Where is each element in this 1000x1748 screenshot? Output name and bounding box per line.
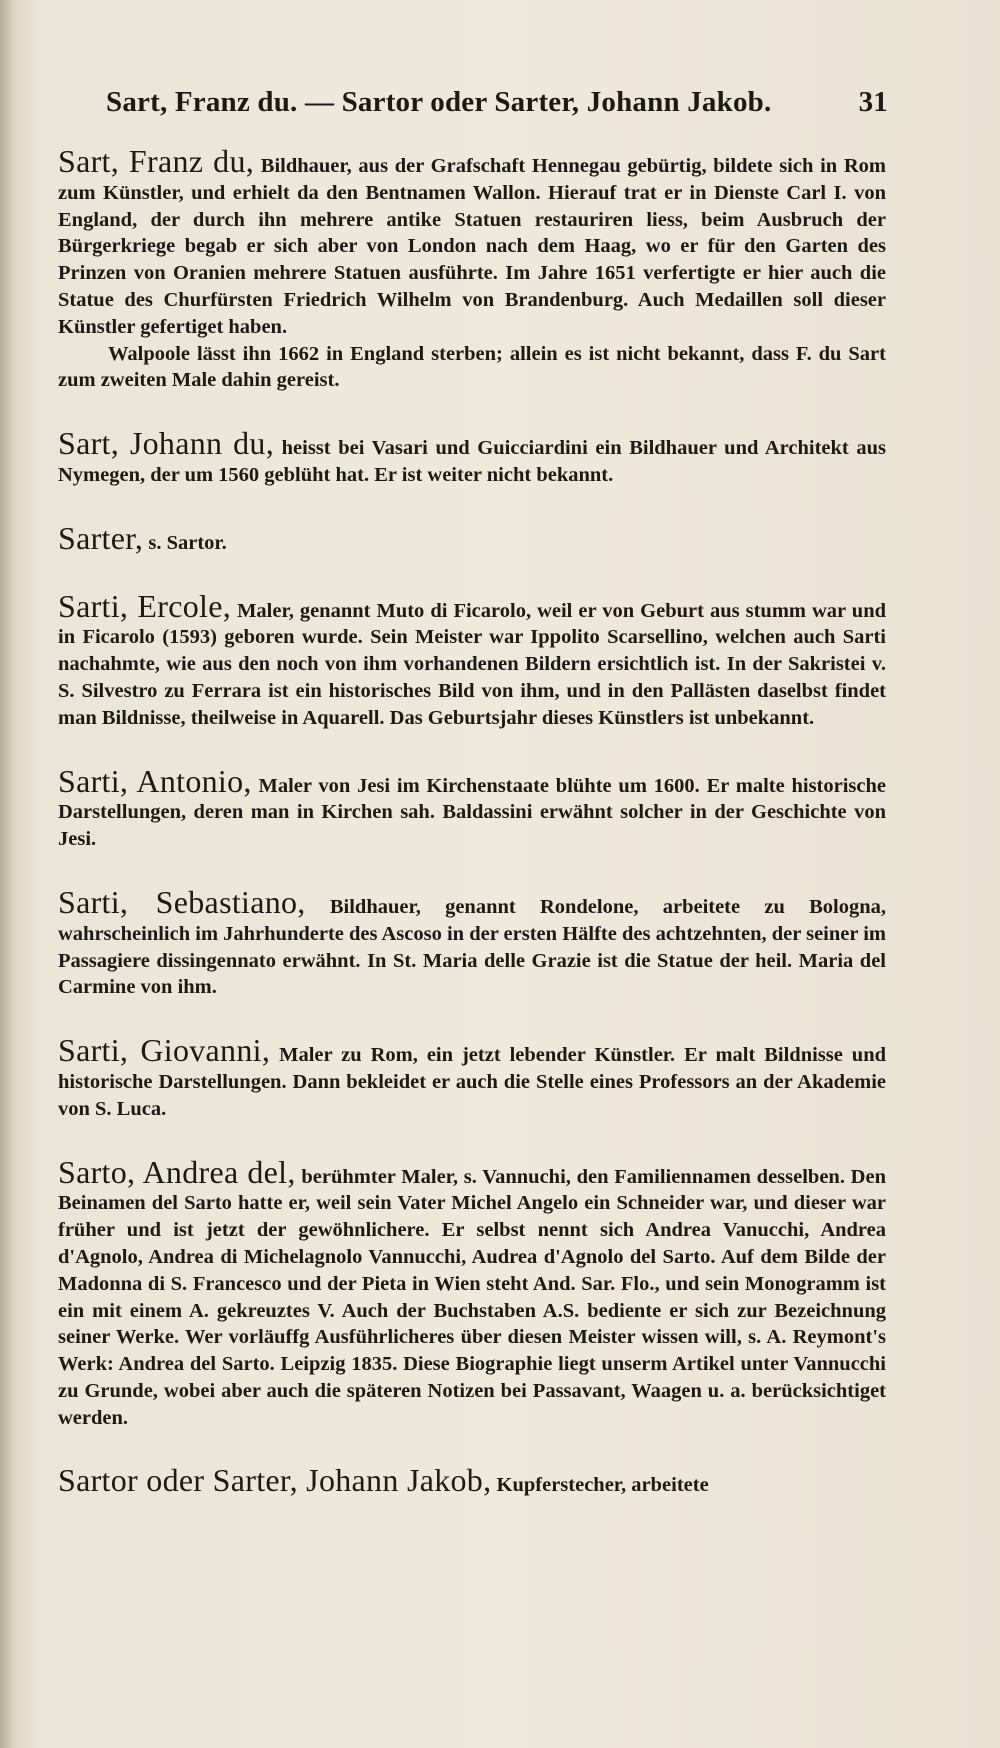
entry-headword: Sarti, Antonio,: [58, 762, 252, 799]
entry-headword: Sarti, Ercole,: [58, 587, 232, 624]
entry-text: Maler von Jesi im Kirchenstaate blühte um 1600. Er malte historische Darstellungen, deren man in Kirchen sah. Baldassini erwähnt solcher in der Geschichte von Jesi.: [58, 774, 887, 851]
entry-sarti-sebastiano: [58, 883, 887, 1001]
entry-text: berühmter Maler, s. Vannuchi, den Familiennamen desselben. Den Beinamen del Sarto hatte er, weil sein Vater Michel Angelo ein Schneider war, und dieser war früher und ist jetzt der gewöhnlichere. Er selbst nennt sich Andrea Vanucchi, Andrea d'Agnolo, Andrea di Michelagnolo Vannucchi, Audrea d'Agnolo del Sarto. Auf dem Bilde der Madonna di S. Francesco und der Pieta in Wien steht And. Sar. Flo., und sein Monogramm ist ein mit einem A. gekreuztes V. Auch der Buchstaben A.S. bediente er sich zur Bezeichnung seiner Werke. Wer vorläuffg Ausführlicheres über diesen Meister wissen will, s. A. Reymont's Werk: Andrea del Sarto. Leipzig 1835. Diese Biographie liegt unserm Artikel unter Vannucchi zu Grunde, wobei aber auch die späteren Notizen bei Passavant, Waagen u. a. berücksichtiget werden.: [58, 1165, 886, 1429]
entry-headword: Sarti, Sebastiano,: [58, 883, 306, 920]
page-number: 31: [858, 86, 888, 118]
entry-text: heisst bei Vasari und Guicciardini ein Bildhauer und Architekt aus Nymegen, der um 1560 geblüht hat. Er ist weiter nicht bekannt.: [58, 437, 886, 486]
entry-sarti-antonio: [58, 762, 887, 853]
entry-headword: Sart, Franz du,: [58, 143, 255, 179]
entry-text: Bildhauer, aus der Grafschaft Hennegau gebürtig, bildete sich in Rom zum Künstler, und erhielt da den Bentnamen Wallon. Hierauf trat er in Dienste Carl I. von England, der durch ihn mehrere antike Statuen restauriren liess, beim Ausbruch der Bürgerkriege begab er sich aber von London nach dem Haag, wo er für den Garten des Prinzen von Oranien mehrere Statuen ausführte. Im Jahre 1651 verfertigte er hier auch die Statue des Churfürsten Friedrich Wilhelm von Brandenburg. Auch Medaillen soll dieser Künstler gefertiget haben.: [58, 155, 887, 338]
running-title: Sart, Franz du. — Sartor oder Sarter, Johann Jakob.: [106, 86, 772, 118]
entry-headword: Sarto, Andrea del,: [58, 1153, 296, 1190]
entry-sarter: [58, 519, 886, 557]
entry-sart-franz: [58, 143, 887, 394]
entry-sarti-ercole: [58, 587, 887, 732]
entry-text: s. Sartor.: [148, 531, 227, 554]
entry-text: Bildhauer, genannt Rondelone, arbeitete zu Bologna, wahrscheinlich im Jahrhunderte des Ascoso in der ersten Hälfte des achtzehnten, der seiner im Passagiere dissingennato erwähnt. In St. Maria delle Grazie ist die Statue der heil. Maria del Carmine von ihm.: [58, 895, 887, 999]
entry-note: Walpoole lässt ihn 1662 in England sterben; allein es ist nicht bekannt, dass F. du Sart zum zweiten Male dahin gereist.: [58, 342, 886, 392]
entry-sartor: [58, 1462, 886, 1499]
entry-text: Maler zu Rom, ein jetzt lebender Künstler. Er malt Bildnisse und historische Darstellungen. Dann bekleidet er auch die Stelle eines Professors an der Akademie von S. Luca.: [58, 1044, 886, 1120]
entry-headword: Sart, Johann du,: [58, 425, 274, 462]
entry-text: Maler, genannt Muto di Ficarolo, weil er von Geburt aus stumm war und in Ficarolo (1593) geboren wurde. Sein Meister war Ippolito Scarsellino, welchen auch Sarti nachahmte, wie aus den noch von ihm vorhandenen Bildern ersichtlich ist. In der Sakristei v. S. Silvestro zu Ferrara ist ein historisches Bild von ihm, und in den Pallästen daselbst findet man Bildnisse, theilweise in Aquarell. Das Geburtsjahr dieses Künstlers ist unbekannt.: [58, 599, 887, 729]
entry-sarto-andrea: [58, 1153, 886, 1432]
page-spine-shadow: [0, 0, 14, 1748]
dictionary-entries: [58, 143, 887, 1535]
entry-headword: Sarti, Giovanni,: [58, 1032, 271, 1069]
entry-sart-johann: [58, 425, 886, 489]
entry-headword: Sarter,: [58, 519, 144, 556]
entry-sarti-giovanni: [58, 1032, 886, 1122]
entry-text: Kupferstecher, arbeitete: [496, 1474, 709, 1497]
entry-headword: Sartor oder Sarter, Johann Jakob,: [58, 1462, 492, 1499]
